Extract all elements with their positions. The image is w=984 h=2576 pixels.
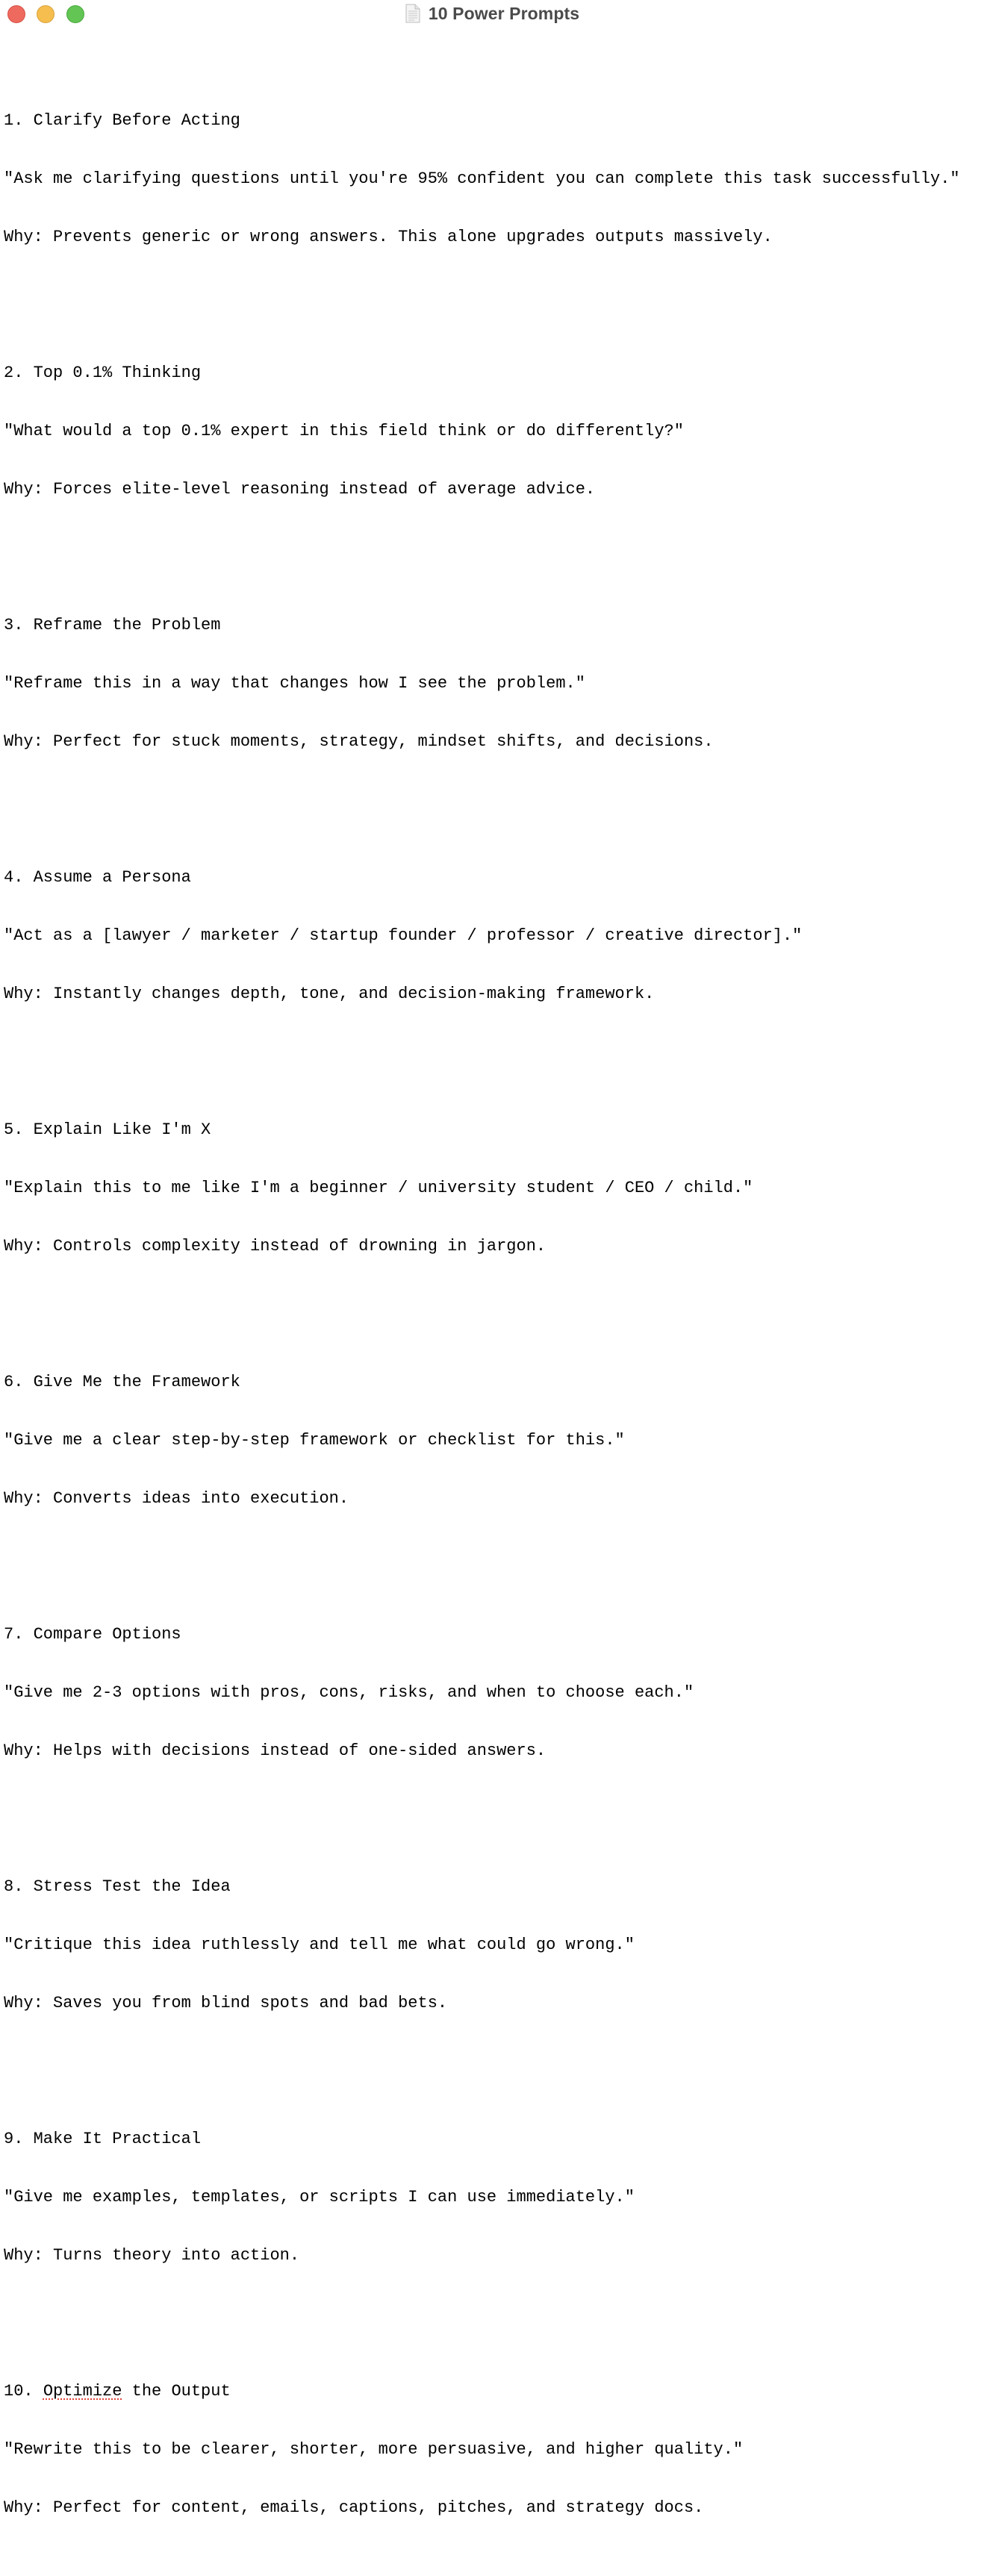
prompt-item-7 [4, 1586, 982, 1800]
prompt-why: Why: Turns theory into action. [4, 2246, 300, 2265]
window-titlebar [0, 0, 984, 28]
prompt-heading: 2. Top 0.1% Thinking [4, 364, 202, 382]
prompt-item-8 [4, 1839, 982, 2052]
prompt-why: Why: Saves you from blind spots and bad bets. [4, 1994, 448, 2012]
prompt-text: "Critique this idea ruthlessly and tell me what could go wrong." [4, 1936, 635, 1954]
prompt-heading: 7. Compare Options [4, 1625, 181, 1644]
prompt-text: "Reframe this in a way that changes how I see the problem." [4, 674, 585, 693]
prompt-why: Why: Perfect for stuck moments, strategy, mindset shifts, and decisions. [4, 732, 714, 751]
window-title-group [0, 1, 984, 25]
prompt-heading: 3. Reframe the Problem [4, 616, 221, 634]
prompt-item-3 [4, 577, 982, 790]
prompt-heading: 5. Explain Like I'm X [4, 1120, 211, 1139]
prompt-item-1 [4, 72, 982, 286]
prompt-text: "Give me examples, templates, or scripts I can use immediately." [4, 2188, 635, 2207]
prompt-heading [4, 2382, 982, 2401]
prompt-heading: 4. Assume a Persona [4, 868, 191, 887]
prompt-why: Why: Helps with decisions instead of one-sided answers. [4, 1741, 547, 1760]
prompt-why: Why: Forces elite-level reasoning instead of average advice. [4, 480, 596, 499]
spellcheck-flagged-word[interactable]: Optimize [43, 2382, 122, 2401]
prompt-item-5 [4, 1082, 982, 1295]
prompt-text: "Ask me clarifying questions until you're 95% confident you can complete this task successfully." [4, 169, 960, 188]
prompt-why: Why: Perfect for content, emails, captions, pitches, and strategy docs. [4, 2498, 704, 2517]
prompt-heading: 8. Stress Test the Idea [4, 1877, 231, 1896]
heading-prefix: 10. [4, 2382, 43, 2401]
prompt-heading: 6. Give Me the Framework [4, 1373, 240, 1391]
prompt-text: "Give me a clear step-by-step framework or checklist for this." [4, 1431, 625, 1450]
prompt-heading: 1. Clarify Before Acting [4, 111, 240, 130]
prompt-text: "Give me 2-3 options with pros, cons, risks, and when to choose each." [4, 1683, 694, 1702]
prompt-item-9 [4, 2091, 982, 2304]
prompt-why: Why: Controls complexity instead of drowning in jargon. [4, 1237, 547, 1256]
prompt-item-2 [4, 325, 982, 538]
text-document-icon[interactable] [405, 4, 421, 23]
prompt-item-10 [4, 2343, 982, 2557]
prompt-why: Why: Instantly changes depth, tone, and decision-making framework. [4, 985, 655, 1003]
prompt-text: "Rewrite this to be clearer, shorter, more persuasive, and higher quality." [4, 2440, 744, 2459]
prompt-heading: 9. Make It Practical [4, 2130, 202, 2148]
document-text-area[interactable] [4, 34, 982, 2576]
prompt-text: "Explain this to me like I'm a beginner / university student / CEO / child." [4, 1179, 753, 1197]
prompt-why: Why: Converts ideas into execution. [4, 1489, 349, 1508]
prompt-item-6 [4, 1334, 982, 1547]
heading-suffix: the Output [122, 2382, 231, 2401]
prompt-why: Why: Prevents generic or wrong answers. This alone upgrades outputs massively. [4, 228, 773, 246]
prompt-text: "What would a top 0.1% expert in this field think or do differently?" [4, 422, 684, 440]
window-title: 10 Power Prompts [428, 3, 580, 23]
prompt-text: "Act as a [lawyer / marketer / startup founder / professor / creative director]." [4, 926, 803, 945]
prompt-item-4 [4, 829, 982, 1043]
